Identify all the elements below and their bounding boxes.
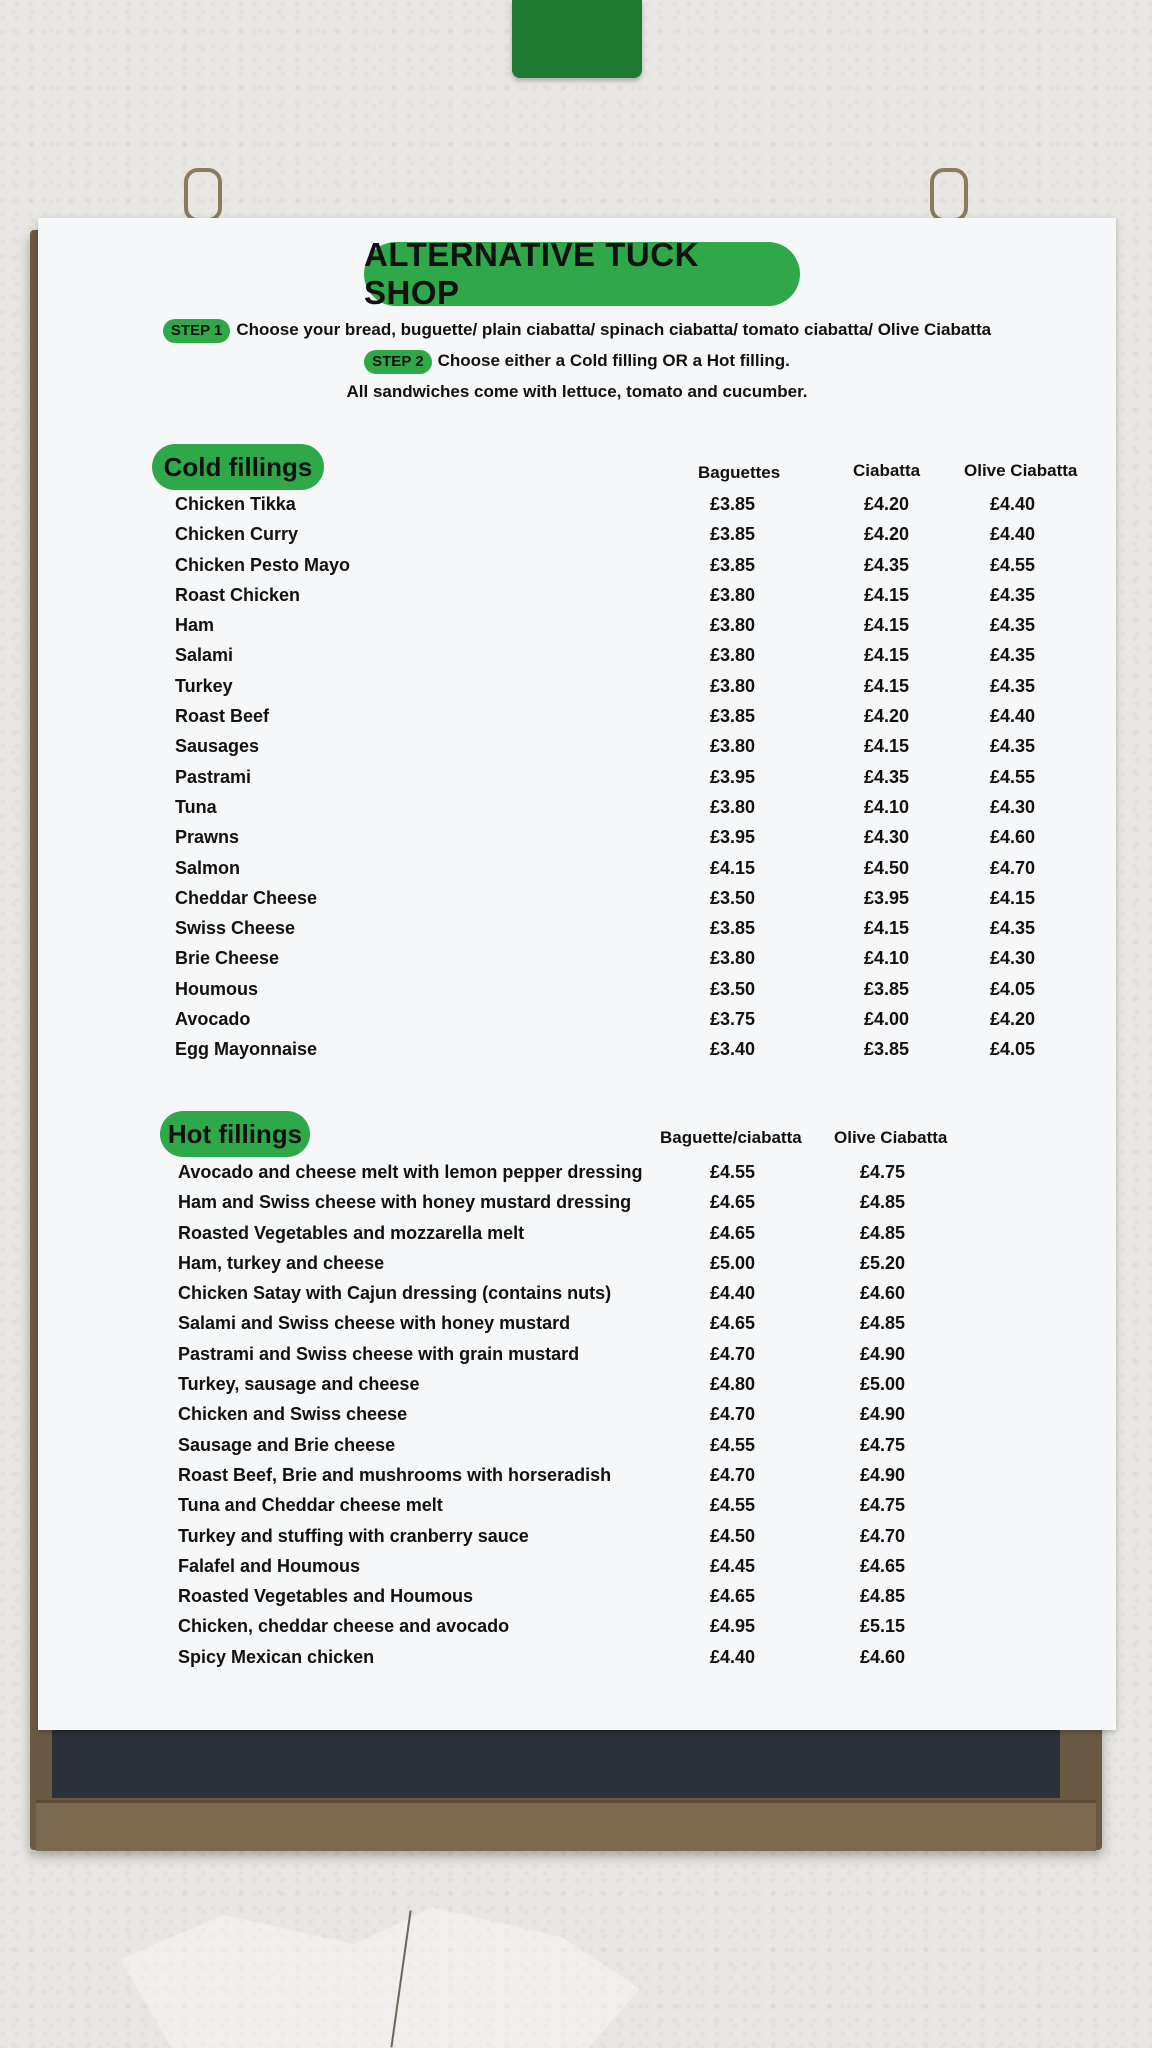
hot-item-price: £4.55 (710, 1434, 756, 1455)
cold-item-name: Egg Mayonnaise (175, 1039, 318, 1060)
hot-row (38, 1491, 1116, 1521)
hot-item-price: £4.75 (860, 1434, 906, 1455)
cold-item-name: Swiss Cheese (175, 918, 296, 939)
cold-item-name: Ham (175, 615, 215, 636)
hot-item-price: £4.70 (710, 1404, 756, 1425)
cold-item-price: £4.20 (990, 1009, 1036, 1030)
cold-row (38, 763, 1116, 793)
hot-item-name: Pastrami and Swiss cheese with grain mustard (178, 1343, 580, 1364)
hot-item-name: Roasted Vegetables and mozzarella melt (178, 1222, 525, 1243)
hot-col-baguette-ciabatta: Baguette/ciabatta (660, 1128, 802, 1147)
hot-item-price: £4.85 (860, 1192, 906, 1213)
hot-row (38, 1188, 1116, 1218)
cold-row (38, 975, 1116, 1005)
hot-item-name: Tuna and Cheddar cheese melt (178, 1495, 443, 1516)
hot-item-price: £4.70 (710, 1343, 756, 1364)
cold-item-price: £3.50 (710, 978, 756, 999)
hot-row (38, 1431, 1116, 1461)
cold-fillings-heading: Cold fillings (152, 444, 324, 490)
hot-item-price: £4.80 (710, 1374, 756, 1395)
cold-item-price: £3.85 (864, 1039, 910, 1060)
hot-item-name: Chicken, cheddar cheese and avocado (178, 1616, 510, 1637)
hot-item-name: Avocado and cheese melt with lemon pepper dressing (178, 1162, 643, 1182)
cold-row (38, 1035, 1116, 1065)
hot-row (38, 1219, 1116, 1249)
cold-item-price: £3.85 (710, 554, 756, 575)
hot-item-price: £4.40 (710, 1646, 756, 1667)
cold-item-price: £4.35 (990, 645, 1036, 666)
cold-item-price: £4.20 (864, 494, 910, 514)
cold-item-price: £3.80 (710, 948, 756, 969)
hot-item-name: Chicken and Swiss cheese (178, 1404, 408, 1425)
hot-row (38, 1552, 1116, 1582)
cold-fillings-table (38, 490, 1116, 1066)
cold-item-price: £4.40 (990, 494, 1036, 514)
hot-item-price: £4.75 (860, 1495, 906, 1516)
hot-item-name: Ham and Swiss cheese with honey mustard dressing (178, 1192, 632, 1213)
cold-col-ciabatta: Ciabatta (853, 461, 921, 480)
cold-item-price: £4.30 (990, 948, 1036, 969)
cold-item-name: Cheddar Cheese (175, 887, 318, 908)
sandwich-note: All sandwiches come with lettuce, tomato and cucumber. (346, 382, 808, 401)
cold-row (38, 702, 1116, 732)
cold-row (38, 732, 1116, 762)
cold-item-price: £4.55 (990, 554, 1036, 575)
cold-item-name: Salmon (175, 857, 241, 878)
cold-item-price: £3.80 (710, 645, 756, 666)
hot-row (38, 1400, 1116, 1430)
hot-item-name: Roast Beef, Brie and mushrooms with horseradish (178, 1464, 612, 1485)
cold-item-price: £4.20 (864, 706, 910, 727)
hot-row (38, 1340, 1116, 1370)
cold-item-price: £4.35 (864, 766, 910, 787)
cold-col-olive: Olive Ciabatta (964, 461, 1078, 480)
cold-row (38, 793, 1116, 823)
cold-item-price: £4.60 (990, 827, 1036, 848)
hot-row (38, 1309, 1116, 1339)
cold-item-price: £4.40 (990, 524, 1036, 545)
cold-item-price: £3.80 (710, 584, 756, 605)
hot-item-price: £4.90 (860, 1464, 906, 1485)
cold-item-price: £3.80 (710, 675, 756, 696)
cold-item-name: Chicken Pesto Mayo (175, 554, 351, 575)
cold-item-price: £4.15 (710, 857, 756, 878)
hot-item-price: £5.00 (860, 1374, 906, 1395)
frame-lip (36, 1800, 1096, 1851)
cold-item-price: £4.15 (990, 887, 1036, 908)
hot-item-name: Chicken Satay with Cajun dressing (contains nuts) (178, 1283, 612, 1304)
cold-item-name: Roast Chicken (175, 584, 301, 605)
cold-item-name: Chicken Tikka (175, 494, 296, 514)
cold-item-price: £4.15 (864, 675, 910, 696)
cold-item-price: £4.70 (990, 857, 1036, 878)
hot-item-price: £4.65 (710, 1192, 756, 1213)
hot-row (38, 1279, 1116, 1309)
hot-item-price: £4.65 (710, 1222, 756, 1243)
cold-item-price: £4.10 (864, 796, 910, 817)
cold-item-name: Brie Cheese (175, 948, 280, 969)
hot-item-price: £4.95 (710, 1616, 756, 1637)
cold-item-price: £4.55 (990, 766, 1036, 787)
cold-item-name: Roast Beef (175, 706, 270, 727)
cold-item-price: £4.35 (864, 554, 910, 575)
cold-item-price: £4.35 (990, 615, 1036, 636)
cold-item-price: £4.15 (864, 645, 910, 666)
wall-hook-left (184, 168, 222, 222)
step1-badge: STEP 1 (163, 319, 230, 343)
hot-fillings-heading: Hot fillings (160, 1111, 310, 1157)
cold-col-baguettes: Baguettes (698, 463, 781, 482)
cold-item-price: £4.30 (864, 827, 910, 848)
cold-item-price: £4.05 (990, 978, 1036, 999)
cold-row (38, 551, 1116, 581)
cold-row (38, 823, 1116, 853)
step2-line (38, 345, 1116, 376)
hot-item-price: £4.85 (860, 1313, 906, 1334)
frame-shadow (52, 1720, 1060, 1798)
cold-row (38, 611, 1116, 641)
cold-row (38, 854, 1116, 884)
step1-line (38, 314, 1116, 345)
cold-item-price: £4.35 (990, 675, 1036, 696)
cold-item-price: £3.85 (710, 524, 756, 545)
hot-item-name: Turkey and stuffing with cranberry sauce (178, 1525, 529, 1546)
hot-row (38, 1612, 1116, 1642)
hot-item-price: £4.65 (710, 1586, 756, 1607)
hot-item-price: £5.00 (710, 1252, 756, 1273)
cold-row (38, 520, 1116, 550)
hot-fillings-table (38, 1158, 1116, 1673)
hot-item-name: Sausage and Brie cheese (178, 1434, 396, 1455)
cold-item-price: £4.30 (990, 796, 1036, 817)
hot-item-name: Roasted Vegetables and Houmous (178, 1586, 474, 1607)
hot-item-name: Falafel and Houmous (178, 1555, 361, 1576)
hot-item-price: £4.60 (860, 1646, 906, 1667)
cold-row (38, 641, 1116, 671)
cold-row (38, 581, 1116, 611)
cold-item-price: £3.95 (864, 887, 910, 908)
cold-item-price: £3.80 (710, 615, 756, 636)
hot-row (38, 1582, 1116, 1612)
cold-item-price: £3.75 (710, 1009, 756, 1030)
hot-item-name: Salami and Swiss cheese with honey mustard (178, 1313, 571, 1334)
hot-item-name: Spicy Mexican chicken (178, 1646, 375, 1667)
cold-item-price: £4.10 (864, 948, 910, 969)
step1-text: Choose your bread, buguette/ plain ciabatta/ spinach ciabatta/ tomato ciabatta/ Olive Ciabatta (236, 320, 992, 339)
hot-item-price: £5.15 (860, 1616, 906, 1637)
peeling-paint (120, 1900, 640, 2048)
cold-item-name: Pastrami (175, 766, 252, 787)
cold-item-name: Tuna (175, 796, 217, 817)
cold-row (38, 914, 1116, 944)
cold-item-price: £3.95 (710, 827, 756, 848)
hot-item-price: £5.20 (860, 1252, 906, 1273)
cold-item-name: Houmous (175, 978, 258, 999)
cold-item-name: Salami (175, 645, 234, 666)
hot-item-price: £4.70 (860, 1525, 906, 1546)
hot-item-price: £4.55 (710, 1495, 756, 1516)
cold-item-price: £3.85 (710, 494, 756, 514)
hot-item-price: £4.55 (710, 1162, 756, 1182)
hot-row (38, 1158, 1116, 1188)
cold-item-price: £4.35 (990, 918, 1036, 939)
cold-item-price: £3.95 (710, 766, 756, 787)
cold-item-name: Turkey (175, 675, 233, 696)
cold-row (38, 884, 1116, 914)
step2-badge: STEP 2 (364, 350, 431, 374)
cold-item-price: £4.15 (864, 736, 910, 757)
step2-text: Choose either a Cold filling OR a Hot filling. (437, 351, 790, 370)
hot-row (38, 1643, 1116, 1673)
cold-item-price: £3.85 (710, 918, 756, 939)
cold-item-name: Prawns (175, 827, 240, 848)
cold-item-price: £4.15 (864, 918, 910, 939)
hot-col-olive: Olive Ciabatta (834, 1128, 948, 1147)
hot-row (38, 1522, 1116, 1552)
green-clip (512, 0, 642, 78)
cold-item-price: £3.85 (710, 706, 756, 727)
menu-board (38, 218, 1116, 1730)
hot-item-price: £4.45 (710, 1555, 756, 1576)
cold-item-price: £3.50 (710, 887, 756, 908)
hot-item-price: £4.85 (860, 1222, 906, 1243)
hot-item-price: £4.50 (710, 1525, 756, 1546)
hot-item-price: £4.65 (710, 1313, 756, 1334)
hot-row (38, 1249, 1116, 1279)
hot-item-price: £4.90 (860, 1343, 906, 1364)
hot-item-name: Turkey, sausage and cheese (178, 1374, 420, 1395)
wall-hook-right (930, 168, 968, 222)
hot-item-price: £4.70 (710, 1464, 756, 1485)
hot-item-price: £4.60 (860, 1283, 906, 1304)
cold-item-price: £4.35 (990, 584, 1036, 605)
cold-item-price: £3.80 (710, 796, 756, 817)
cold-item-price: £4.15 (864, 584, 910, 605)
cold-item-price: £4.35 (990, 736, 1036, 757)
hot-item-price: £4.75 (860, 1162, 906, 1182)
cold-item-price: £4.05 (990, 1039, 1036, 1060)
cold-row (38, 672, 1116, 702)
cold-item-name: Sausages (175, 736, 260, 757)
cold-item-price: £4.00 (864, 1009, 910, 1030)
cold-item-price: £4.20 (864, 524, 910, 545)
menu-title: ALTERNATIVE TUCK SHOP (364, 242, 800, 306)
cold-item-price: £4.40 (990, 706, 1036, 727)
cold-item-price: £3.80 (710, 736, 756, 757)
cold-row (38, 1005, 1116, 1035)
cold-item-name: Chicken Curry (175, 524, 299, 545)
cold-item-price: £4.50 (864, 857, 910, 878)
cold-item-price: £3.85 (864, 978, 910, 999)
cold-row (38, 944, 1116, 974)
hot-item-name: Ham, turkey and cheese (178, 1252, 385, 1273)
cold-item-price: £3.40 (710, 1039, 756, 1060)
hot-item-price: £4.40 (710, 1283, 756, 1304)
hot-item-price: £4.65 (860, 1555, 906, 1576)
cold-row (38, 490, 1116, 520)
hot-row (38, 1370, 1116, 1400)
cold-item-name: Avocado (175, 1009, 251, 1030)
cold-item-price: £4.15 (864, 615, 910, 636)
hot-row (38, 1461, 1116, 1491)
hot-item-price: £4.85 (860, 1586, 906, 1607)
hot-item-price: £4.90 (860, 1404, 906, 1425)
